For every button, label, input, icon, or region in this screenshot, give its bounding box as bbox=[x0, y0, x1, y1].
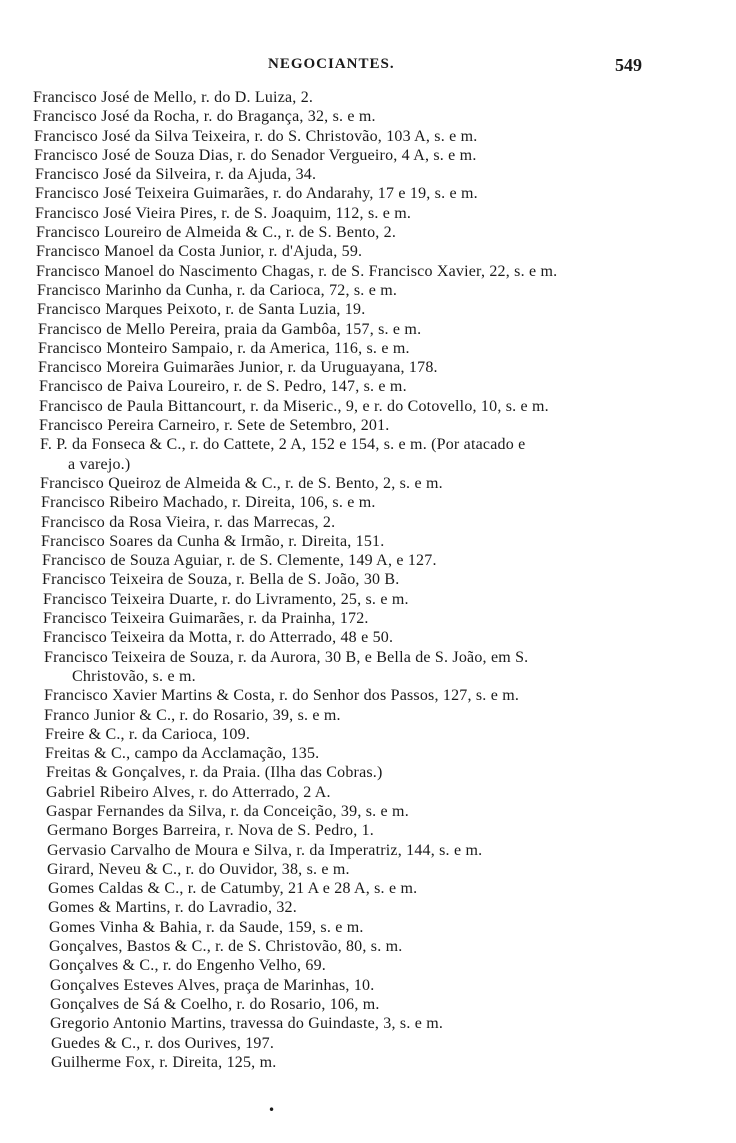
directory-entry bbox=[0, 860, 736, 879]
directory-entry bbox=[0, 513, 736, 532]
entry-text: Francisco Marinho da Cunha, r. da Carioca, 72, s. e m. bbox=[37, 281, 398, 299]
directory-entry bbox=[0, 88, 736, 107]
directory-entry bbox=[0, 339, 736, 358]
directory-entry bbox=[0, 995, 736, 1014]
entry-text: Francisco de Souza Aguiar, r. de S. Clemente, 149 A, e 127. bbox=[42, 552, 437, 570]
directory-entry bbox=[0, 127, 736, 146]
directory-entry bbox=[0, 1053, 736, 1072]
directory-entry bbox=[0, 204, 736, 223]
directory-entry bbox=[0, 976, 736, 995]
entry-text: Francisco de Mello Pereira, praia da Gambôa, 157, s. e m. bbox=[38, 320, 422, 338]
directory-entry bbox=[0, 165, 736, 184]
entry-text: Guilherme Fox, r. Direita, 125, m. bbox=[51, 1053, 277, 1071]
directory-entry bbox=[0, 262, 736, 281]
footer-mark: • bbox=[268, 1103, 276, 1117]
entry-text: Francisco Moreira Guimarães Junior, r. da Uruguayana, 178. bbox=[38, 359, 438, 377]
entry-text: Franco Junior & C., r. do Rosario, 39, s. e m. bbox=[44, 706, 341, 724]
entry-text: Francisco de Paula Bittancourt, r. da Miseric., 9, e r. do Cotovello, 10, s. e m. bbox=[39, 397, 549, 415]
entry-text: Gonçalves Esteves Alves, praça de Marinhas, 10. bbox=[50, 976, 375, 994]
directory-entry bbox=[0, 783, 736, 802]
directory-entry bbox=[0, 821, 736, 840]
entry-text: Francisco Teixeira Guimarães, r. da Prainha, 172. bbox=[43, 610, 369, 628]
directory-entry bbox=[0, 763, 736, 782]
directory-entry bbox=[0, 377, 736, 396]
directory-entry bbox=[0, 744, 736, 763]
entry-text: Francisco Teixeira de Souza, r. da Aurora, 30 B, e Bella de S. João, em S. bbox=[44, 648, 529, 666]
directory-entry bbox=[0, 435, 736, 474]
entry-text: Gregorio Antonio Martins, travessa do Guindaste, 3, s. e m. bbox=[50, 1015, 444, 1033]
directory-entry bbox=[0, 474, 736, 493]
entry-text: Germano Borges Barreira, r. Nova de S. Pedro, 1. bbox=[47, 822, 375, 840]
entry-text: Francisco Xavier Martins & Costa, r. do Senhor dos Passos, 127, s. e m. bbox=[44, 687, 520, 705]
entry-text: Francisco José da Rocha, r. do Bragança, 32, s. e m. bbox=[33, 108, 376, 126]
entry-text: Gaspar Fernandes da Silva, r. da Conceição, 39, s. e m. bbox=[46, 802, 409, 820]
entry-text: Gonçalves & C., r. do Engenho Velho, 69. bbox=[49, 957, 327, 975]
directory-entry bbox=[0, 802, 736, 821]
entry-text: Francisco Teixeira de Souza, r. Bella de S. João, 30 B. bbox=[42, 571, 400, 589]
directory-entry bbox=[0, 879, 736, 898]
directory-entry bbox=[0, 493, 736, 512]
directory-entry bbox=[0, 146, 736, 165]
directory-entry bbox=[0, 1014, 736, 1033]
page-number: 549 bbox=[615, 55, 642, 75]
directory-entry bbox=[0, 590, 736, 609]
entry-text: Francisco Manoel da Costa Junior, r. d'Ajuda, 59. bbox=[36, 243, 363, 261]
directory-entry bbox=[0, 551, 736, 570]
directory-entry bbox=[0, 107, 736, 126]
directory-entry bbox=[0, 609, 736, 628]
entry-text: Francisco José Teixeira Guimarães, r. do Andarahy, 17 e 19, s. e m. bbox=[35, 185, 478, 203]
entry-text: Francisco Manoel do Nascimento Chagas, r. de S. Francisco Xavier, 22, s. e m. bbox=[36, 262, 558, 280]
running-head: NEGOCIANTES. bbox=[268, 56, 395, 72]
entry-text: Francisco Marques Peixoto, r. de Santa Luzia, 19. bbox=[37, 301, 366, 319]
entry-text: F. P. da Fonseca & C., r. do Cattete, 2 A, 152 e 154, s. e m. (Por atacado e bbox=[40, 436, 526, 454]
directory-entry bbox=[0, 184, 736, 203]
entry-text: Guedes & C., r. dos Ourives, 197. bbox=[51, 1034, 275, 1052]
directory-entry bbox=[0, 841, 736, 860]
entry-text: Freire & C., r. da Carioca, 109. bbox=[45, 725, 251, 743]
directory-entry bbox=[0, 706, 736, 725]
entry-text: Gervasio Carvalho de Moura e Silva, r. da Imperatriz, 144, s. e m. bbox=[47, 841, 483, 859]
directory-entry bbox=[0, 686, 736, 705]
entry-text: Francisco Pereira Carneiro, r. Sete de Setembro, 201. bbox=[39, 417, 390, 435]
directory-entry bbox=[0, 725, 736, 744]
directory-entry bbox=[0, 358, 736, 377]
directory-entry bbox=[0, 242, 736, 261]
directory-entry bbox=[0, 918, 736, 937]
entry-text: Freitas & C., campo da Acclamação, 135. bbox=[45, 745, 320, 763]
directory-entry bbox=[0, 397, 736, 416]
directory-entry bbox=[0, 320, 736, 339]
directory-entry bbox=[0, 281, 736, 300]
entry-text: Girard, Neveu & C., r. do Ouvidor, 38, s. e m. bbox=[47, 860, 350, 878]
entry-text: Francisco Queiroz de Almeida & C., r. de S. Bento, 2, s. e m. bbox=[40, 474, 443, 492]
directory-entry bbox=[0, 300, 736, 319]
entry-continuation: Christovão, s. e m. bbox=[72, 667, 196, 685]
entry-text: Gomes Caldas & C., r. de Catumby, 21 A e 28 A, s. e m. bbox=[48, 880, 418, 898]
entry-text: Francisco Loureiro de Almeida & C., r. de S. Bento, 2. bbox=[36, 224, 397, 242]
entry-text: Francisco José de Mello, r. do D. Luiza, 2. bbox=[33, 89, 314, 106]
directory-entry bbox=[0, 532, 736, 551]
directory-entry bbox=[0, 648, 736, 687]
entry-text: Francisco de Paiva Loureiro, r. de S. Pedro, 147, s. e m. bbox=[39, 378, 407, 396]
entry-text: Francisco José da Silva Teixeira, r. do S. Christovão, 103 A, s. e m. bbox=[34, 127, 478, 145]
entry-text: Francisco Teixeira da Motta, r. do Atterrado, 48 e 50. bbox=[43, 629, 394, 647]
entry-text: Gonçalves de Sá & Coelho, r. do Rosario, 106, m. bbox=[50, 995, 380, 1013]
entry-text: Freitas & Gonçalves, r. da Praia. (Ilha das Cobras.) bbox=[46, 764, 383, 782]
entry-text: Francisco José da Silveira, r. da Ajuda, 34. bbox=[35, 166, 317, 184]
entry-text: Gabriel Ribeiro Alves, r. do Atterrado, 2 A. bbox=[46, 783, 331, 801]
directory-entry bbox=[0, 937, 736, 956]
directory-entry bbox=[0, 956, 736, 975]
directory-entry bbox=[0, 570, 736, 589]
entry-text: Francisco Ribeiro Machado, r. Direita, 106, s. e m. bbox=[41, 494, 376, 512]
directory-entry bbox=[0, 416, 736, 435]
entry-text: Gomes Vinha & Bahia, r. da Saude, 159, s. e m. bbox=[49, 918, 364, 936]
entry-text: Gonçalves, Bastos & C., r. de S. Christovão, 80, s. m. bbox=[49, 938, 403, 956]
directory-list bbox=[0, 88, 736, 1072]
entry-text: Gomes & Martins, r. do Lavradio, 32. bbox=[48, 899, 297, 917]
entry-text: Francisco José Vieira Pires, r. de S. Joaquim, 112, s. e m. bbox=[35, 204, 412, 222]
entry-text: Francisco Soares da Cunha & Irmão, r. Direita, 151. bbox=[41, 532, 385, 550]
entry-text: Francisco da Rosa Vieira, r. das Marrecas, 2. bbox=[41, 513, 336, 531]
directory-entry bbox=[0, 628, 736, 647]
directory-entry bbox=[0, 223, 736, 242]
directory-entry bbox=[0, 898, 736, 917]
entry-continuation: a varejo.) bbox=[68, 455, 131, 473]
entry-text: Francisco Monteiro Sampaio, r. da America, 116, s. e m. bbox=[38, 339, 410, 357]
entry-text: Francisco José de Souza Dias, r. do Senador Vergueiro, 4 A, s. e m. bbox=[34, 146, 477, 164]
entry-text: Francisco Teixeira Duarte, r. do Livramento, 25, s. e m. bbox=[43, 590, 409, 608]
directory-entry bbox=[0, 1034, 736, 1053]
